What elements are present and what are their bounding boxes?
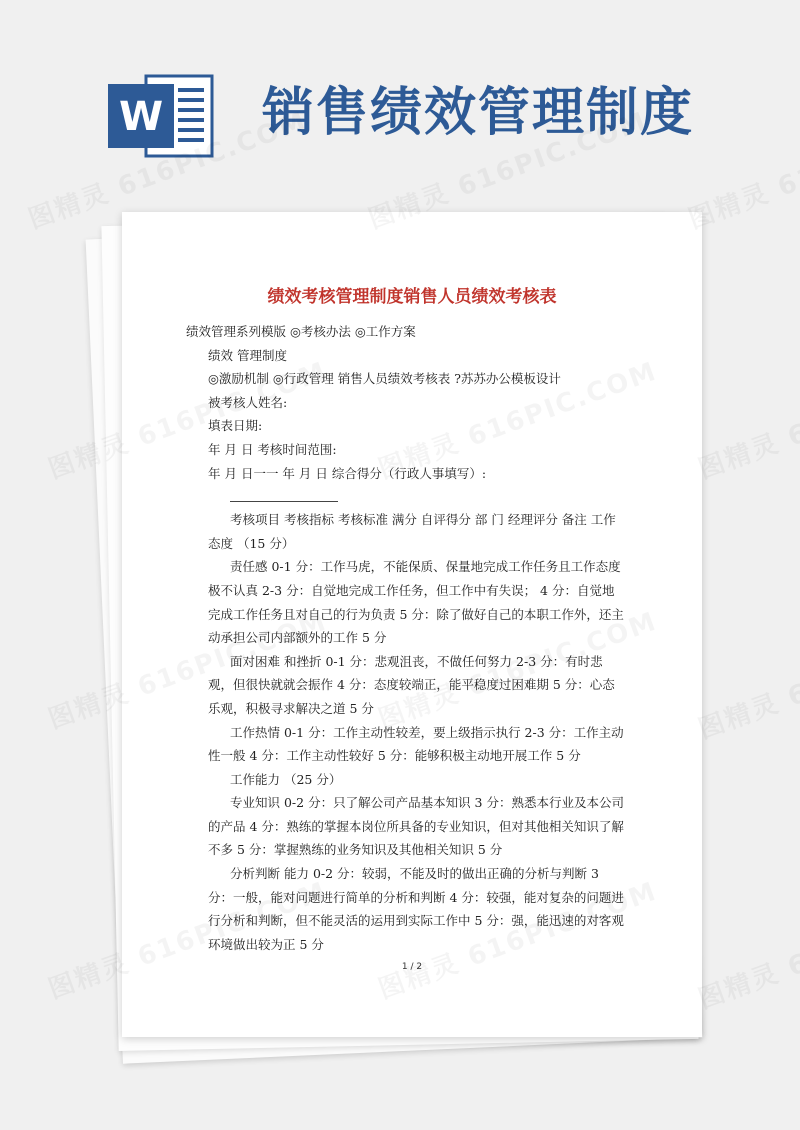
page-number: 1 / 2 (401, 962, 423, 972)
doc-line: ◎激励机制 ◎行政管理 销售人员绩效考核表 ?苏苏办公模板设计 (208, 371, 561, 387)
watermark (693, 881, 800, 1016)
document-body (186, 320, 626, 956)
watermark (693, 351, 800, 486)
doc-line: 填表日期: (208, 418, 263, 434)
doc-paragraph: 工作能力 （25 分） (230, 771, 342, 787)
doc-line: 年 月 日一一 年 月 日 综合得分（行政人事填写）: (208, 465, 487, 481)
doc-line: 被考核人姓名: (208, 394, 288, 410)
doc-paragraph: 考核项目 考核指标 考核标准 满分 自评得分 部 门 经理评分 备注 工作态度 （15 分） (208, 512, 616, 551)
doc-line: 绩效管理系列模版 ◎考核办法 ◎工作方案 (186, 324, 416, 339)
document-page (122, 212, 702, 1037)
doc-paragraph: 分析判断 能力 0-2 分：较弱，不能及时的做出正确的分析与判断 3 分：一般，能对问题进行简单的分析和判断 4 分：较强，能对复杂的问题进行分析和判断，但不能灵活的运用到实际工作中 5 分：强，能迅速的对客观环境做出较为正 5 分 (208, 866, 624, 952)
doc-paragraph: 面对困难 和挫折 0-1 分：悲观沮丧，不做任何努力 2-3 分：有时悲观，但很快就就会振作 4 分：态度较端正，能平稳度过困难期 5 分：心态乐观，积极寻求解决之道 5 分 (208, 653, 615, 716)
doc-line: 年 月 日 考核时间范围: (208, 441, 337, 457)
doc-paragraph: 工作热情 0-1 分：工作主动性较差，要上级指示执行 2-3 分：工作主动性一般 4 分：工作主动性较好 5 分：能够积极主动地开展工作 5 分 (208, 724, 624, 764)
doc-line: 绩效 管理制度 (208, 347, 287, 363)
doc-paragraph: 责任感 0-1 分：工作马虎，不能保质、保量地完成工作任务且工作态度极不认真 2-3 分：自觉地完成工作任务，但工作中有失误； 4 分：自觉地完成工作任务且对自己的行为负责 5 分：除了做好自己的本职工作外，还主动承担公司内部额外的工作 5 分 (208, 559, 624, 646)
watermark (693, 611, 800, 746)
page-heading: 销售绩效管理制度 (262, 83, 695, 143)
word-document-icon (108, 72, 216, 158)
document-title: 绩效考核管理制度销售人员绩效考核表 (267, 287, 557, 307)
signature-rule (230, 501, 338, 502)
svg-text:W: W (118, 94, 164, 140)
doc-paragraph: 专业知识 0-2 分：只了解公司产品基本知识 3 分：熟悉本行业及本公司的产品 4 分：熟练的掌握本岗位所具备的专业知识，但对其他相关知识了解不多 5 分：掌握熟练的业务知识及其他相关知识 5 分 (208, 795, 624, 858)
